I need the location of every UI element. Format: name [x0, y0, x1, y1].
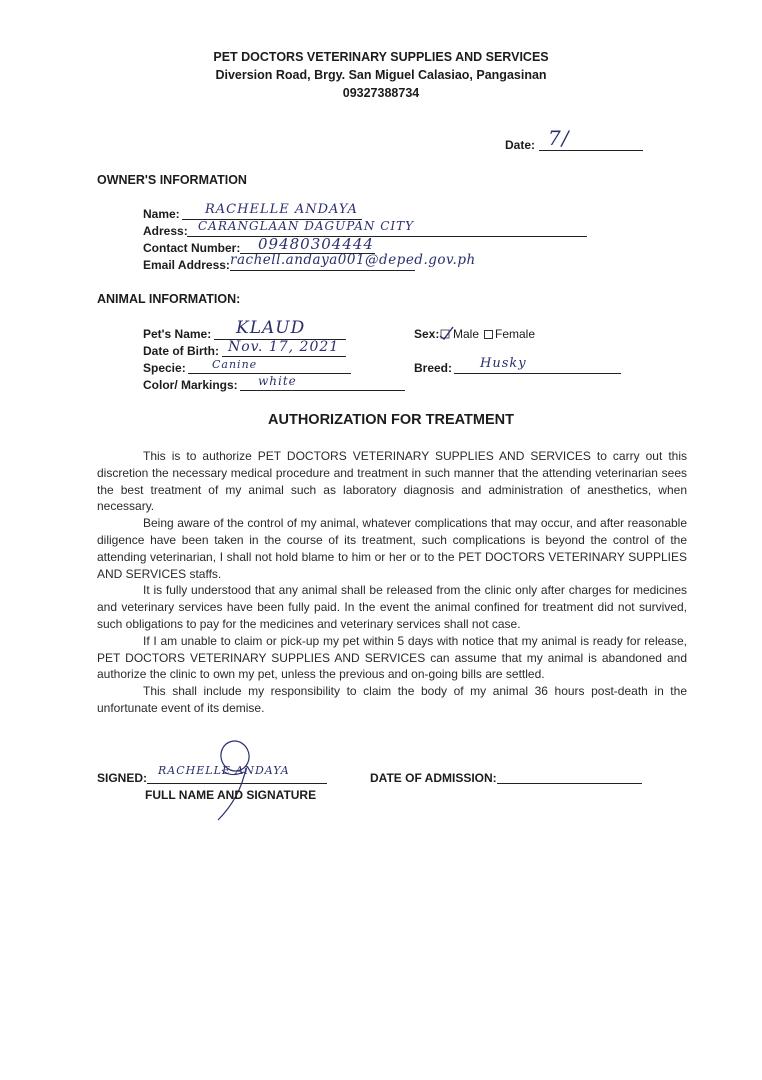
authorization-paragraph-5: This shall include my responsibility to claim the body of my animal 36 hours post-death in the unfortunate event of its demise. [97, 684, 687, 715]
female-checkbox[interactable] [484, 330, 493, 339]
contact-number-value: 09480304444 [258, 235, 374, 253]
date-of-admission-line [497, 783, 642, 784]
full-name-signature-label: FULL NAME AND SIGNATURE [145, 788, 317, 802]
signed-name-value: RACHELLE ANDAYA [158, 764, 290, 777]
sex-male-option: Male [453, 327, 480, 341]
owner-address-line [187, 236, 587, 237]
sex-female-option: Female [495, 327, 536, 341]
authorization-paragraph-4: If I am unable to claim or pick-up my pet within 5 days with notice that my animal is ready for release, PET DOCTORS VETERINARY SUPPLIES AND SERVICES can assume that my animal is abandoned and authorize the clinic to own my pet, unless the previous and on-going bills are settled. [97, 633, 687, 682]
company-address: Diversion Road, Brgy. San Miguel Calasiao, Pangasinan [215, 68, 547, 82]
dob-label: Date of Birth: [143, 344, 219, 358]
date-line [539, 150, 643, 151]
company-phone: 09327388734 [342, 86, 420, 100]
date-value: 7/ [548, 126, 570, 150]
owner-name-label: Name: [143, 207, 180, 221]
signed-label: SIGNED: [97, 771, 148, 785]
dob-value: Nov. 17, 2021 [228, 339, 340, 355]
authorization-body [97, 448, 687, 717]
owner-name-value: RACHELLE ANDAYA [205, 202, 358, 217]
email-value: rachell.andaya001@deped.gov.ph [230, 252, 476, 268]
pet-name-value: KLAUD [236, 318, 306, 338]
contact-number-label: Contact Number: [143, 241, 241, 255]
color-markings-line [240, 390, 405, 391]
specie-label: Specie: [143, 361, 186, 375]
specie-value: Canine [212, 358, 258, 371]
company-name: PET DOCTORS VETERINARY SUPPLIES AND SERVICES [213, 50, 549, 64]
owner-address-value: CARANGLAAN DAGUPAN CITY [198, 219, 415, 233]
authorization-title: AUTHORIZATION FOR TREATMENT [268, 412, 514, 428]
breed-value: Husky [480, 356, 527, 371]
sex-label: Sex: [414, 327, 440, 341]
animal-section-title: ANIMAL INFORMATION: [97, 292, 241, 306]
color-markings-label: Color/ Markings: [143, 378, 238, 392]
authorization-paragraph-1: This is to authorize PET DOCTORS VETERINARY SUPPLIES AND SERVICES to carry out this discretion the necessary medical procedure and treatment in such manner that the attending veterinarian sees the best treatment of my animal such as laboratory diagnosis and administration of anesthetics, when necessary. [97, 449, 687, 514]
owner-section-title: OWNER'S INFORMATION [97, 173, 247, 187]
authorization-paragraph-3: It is fully understood that any animal shall be released from the clinic only after charges for medicines and veterinary services have been fully paid. In the event the animal confined for treatment did not survived, such obligations to pay for the medicines and veterinary services shall not case. [97, 583, 687, 631]
breed-label: Breed: [414, 361, 453, 375]
date-label: Date: [505, 138, 536, 152]
authorization-paragraph-2: Being aware of the control of my animal, whatever complications that may occur, and after reasonable diligence have been taken in the course of its treatment, such complications is beyond the control of the attending veterinarian, I shall not hold blame to him or her or to the PET DOCTORS VETERINARY SUPPLIES AND SERVICES staffs. [97, 516, 687, 581]
email-line [230, 270, 415, 271]
signature-scribble [150, 738, 330, 823]
breed-line [454, 373, 621, 374]
email-label: Email Address: [143, 258, 230, 272]
dob-line [222, 356, 346, 357]
pet-name-label: Pet's Name: [143, 327, 212, 341]
color-markings-value: white [258, 374, 297, 388]
owner-address-label: Adress: [143, 224, 188, 238]
date-of-admission-label: DATE OF ADMISSION: [370, 771, 497, 785]
